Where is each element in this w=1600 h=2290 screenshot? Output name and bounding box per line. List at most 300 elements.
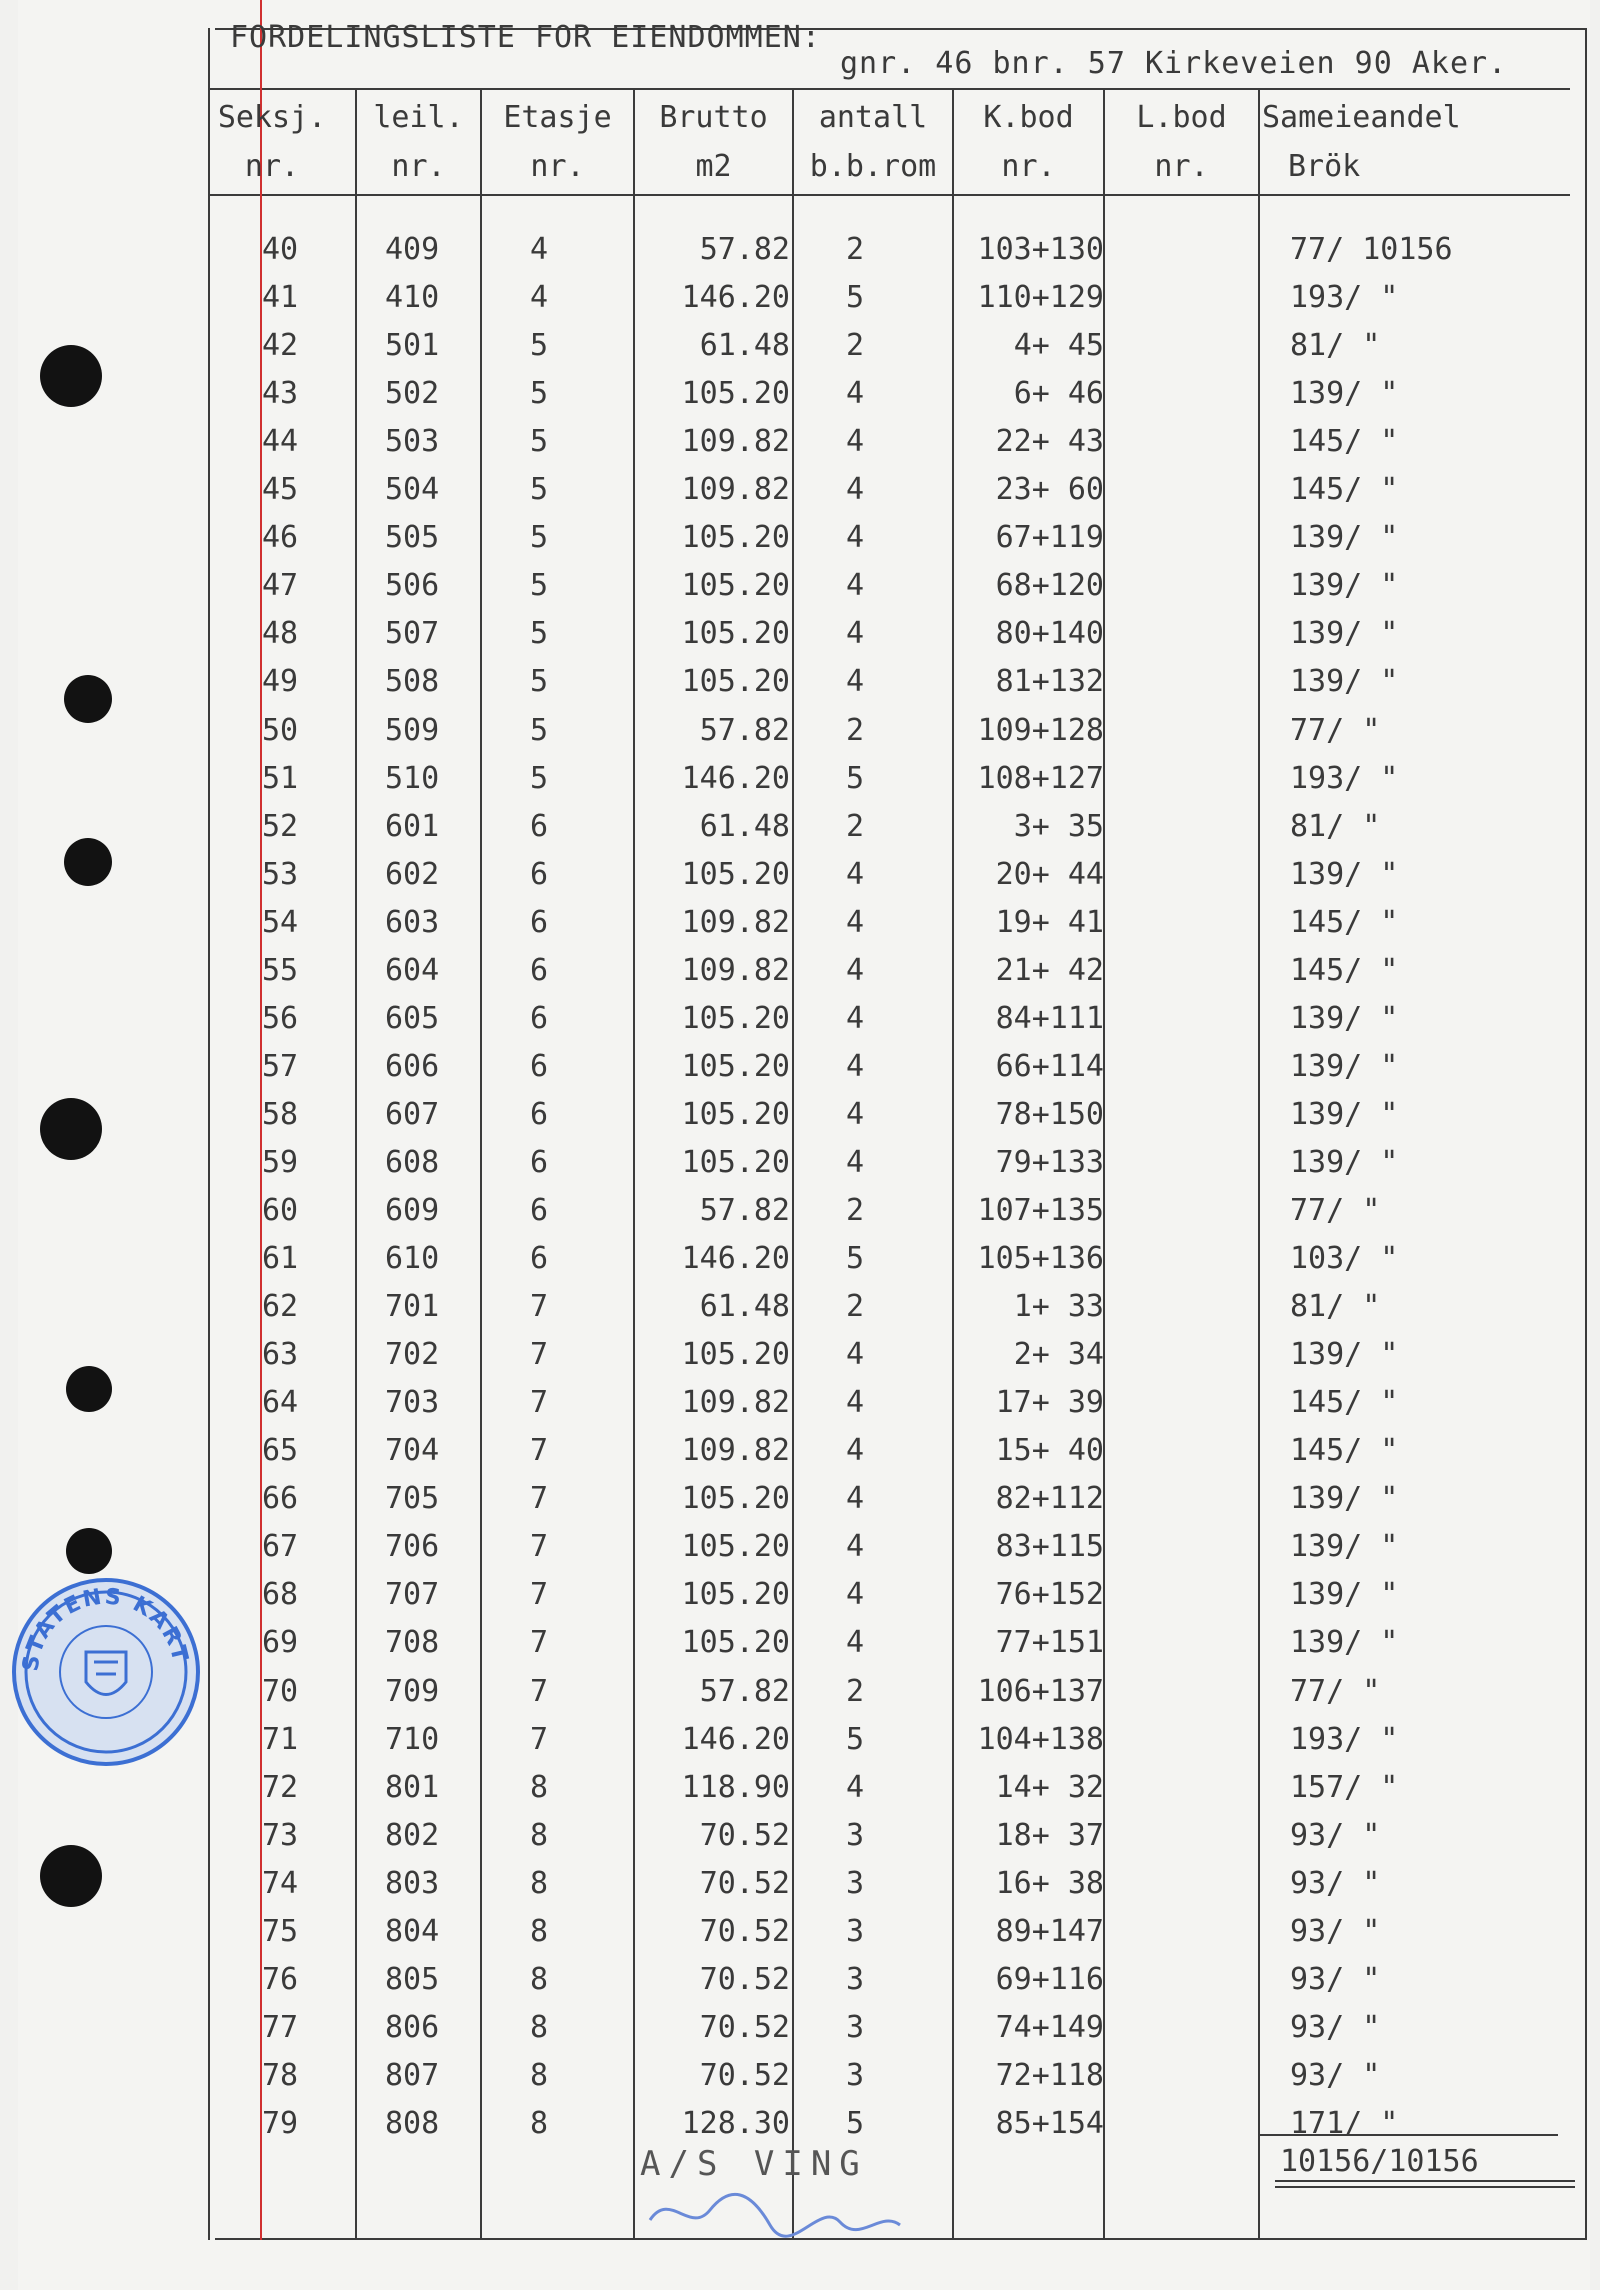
cell-kbod-nr: 74+149 <box>995 2009 1104 2045</box>
cell-brutto-m2: 105.20 <box>681 1481 790 1517</box>
cell-etasje-nr: 8 <box>530 2105 549 2141</box>
table-row <box>0 1427 1600 1475</box>
table-row <box>0 851 1600 899</box>
cell-kbod-nr: 82+112 <box>995 1481 1104 1517</box>
cell-sameieandel: 139/ " <box>1290 376 1399 412</box>
cell-sameieandel: 139/ " <box>1290 1337 1399 1373</box>
cell-etasje-nr: 7 <box>530 1337 549 1373</box>
cell-etasje-nr: 7 <box>530 1433 549 1469</box>
cell-brutto-m2: 61.48 <box>699 328 790 364</box>
cell-antall-rom: 4 <box>846 1481 865 1517</box>
cell-brutto-m2: 57.82 <box>699 1673 790 1709</box>
cell-seksjon-nr: 71 <box>262 1721 299 1757</box>
cell-seksjon-nr: 65 <box>262 1433 299 1469</box>
cell-kbod-nr: 18+ 37 <box>995 1817 1104 1853</box>
cell-leilighet-nr: 804 <box>385 1913 440 1949</box>
cell-leilighet-nr: 505 <box>385 520 440 556</box>
table-row <box>0 1475 1600 1523</box>
cell-kbod-nr: 20+ 44 <box>995 856 1104 892</box>
cell-sameieandel: 93/ " <box>1290 1913 1381 1949</box>
table-row <box>0 1139 1600 1187</box>
cell-sameieandel: 193/ " <box>1290 760 1399 796</box>
cell-seksjon-nr: 69 <box>262 1625 299 1661</box>
cell-brutto-m2: 105.20 <box>681 1577 790 1613</box>
cell-seksjon-nr: 57 <box>262 1048 299 1084</box>
cell-brutto-m2: 105.20 <box>681 856 790 892</box>
cell-seksjon-nr: 64 <box>262 1385 299 1421</box>
cell-antall-rom: 3 <box>846 1865 865 1901</box>
cell-seksjon-nr: 68 <box>262 1577 299 1613</box>
cell-kbod-nr: 84+111 <box>995 1000 1104 1036</box>
cell-seksjon-nr: 40 <box>262 232 299 267</box>
table-row <box>0 514 1600 562</box>
cell-sameieandel: 77/ 10156 <box>1290 232 1453 267</box>
total-double-rule <box>1275 2186 1575 2188</box>
cell-leilighet-nr: 410 <box>385 280 440 316</box>
cell-kbod-nr: 4+ 45 <box>1013 328 1104 364</box>
cell-seksjon-nr: 56 <box>262 1000 299 1036</box>
cell-antall-rom: 5 <box>846 2105 865 2141</box>
cell-etasje-nr: 7 <box>530 1289 549 1325</box>
cell-kbod-nr: 2+ 34 <box>1013 1337 1104 1373</box>
cell-etasje-nr: 8 <box>530 1769 549 1805</box>
cell-seksjon-nr: 62 <box>262 1289 299 1325</box>
cell-seksjon-nr: 42 <box>262 328 299 364</box>
cell-brutto-m2: 70.52 <box>699 1865 790 1901</box>
cell-antall-rom: 5 <box>846 1721 865 1757</box>
cell-seksjon-nr: 48 <box>262 616 299 652</box>
table-row <box>0 1187 1600 1235</box>
cell-seksjon-nr: 41 <box>262 280 299 316</box>
cell-sameieandel: 139/ " <box>1290 1048 1399 1084</box>
property-reference: gnr. 46 bnr. 57 Kirkeveien 90 Aker. <box>840 46 1508 81</box>
cell-antall-rom: 4 <box>846 376 865 412</box>
cell-brutto-m2: 105.20 <box>681 376 790 412</box>
cell-seksjon-nr: 70 <box>262 1673 299 1709</box>
cell-antall-rom: 4 <box>846 1625 865 1661</box>
table-row <box>0 1331 1600 1379</box>
table-row <box>0 562 1600 610</box>
cell-leilighet-nr: 507 <box>385 616 440 652</box>
cell-leilighet-nr: 610 <box>385 1241 440 1277</box>
cell-antall-rom: 4 <box>846 1385 865 1421</box>
cell-seksjon-nr: 72 <box>262 1769 299 1805</box>
cell-seksjon-nr: 75 <box>262 1913 299 1949</box>
cell-etasje-nr: 6 <box>530 856 549 892</box>
cell-leilighet-nr: 703 <box>385 1385 440 1421</box>
cell-kbod-nr: 105+136 <box>977 1241 1104 1277</box>
cell-etasje-nr: 6 <box>530 1048 549 1084</box>
cell-leilighet-nr: 805 <box>385 1961 440 1997</box>
cell-brutto-m2: 57.82 <box>699 232 790 267</box>
cell-brutto-m2: 105.20 <box>681 1096 790 1132</box>
cell-etasje-nr: 7 <box>530 1481 549 1517</box>
cell-etasje-nr: 8 <box>530 1817 549 1853</box>
cell-seksjon-nr: 67 <box>262 1529 299 1565</box>
cell-brutto-m2: 61.48 <box>699 808 790 844</box>
cell-etasje-nr: 8 <box>530 2009 549 2045</box>
statens-kartverk-stamp <box>12 1578 200 1766</box>
cell-seksjon-nr: 55 <box>262 952 299 988</box>
cell-sameieandel: 139/ " <box>1290 1529 1399 1565</box>
cell-leilighet-nr: 808 <box>385 2105 440 2141</box>
table-row <box>0 947 1600 995</box>
document-title: FORDELINGSLISTE FOR EIENDOMMEN: <box>230 20 821 55</box>
cell-sameieandel: 81/ " <box>1290 328 1381 364</box>
cell-etasje-nr: 7 <box>530 1385 549 1421</box>
svg-text:STATENS KARTVERK: STATENS KART <box>18 1584 193 1673</box>
cell-etasje-nr: 6 <box>530 904 549 940</box>
cell-seksjon-nr: 66 <box>262 1481 299 1517</box>
cell-brutto-m2: 118.90 <box>681 1769 790 1805</box>
cell-antall-rom: 4 <box>846 616 865 652</box>
cell-seksjon-nr: 60 <box>262 1193 299 1228</box>
handwritten-signature <box>650 2194 900 2236</box>
cell-kbod-nr: 89+147 <box>995 1913 1104 1949</box>
cell-brutto-m2: 128.30 <box>681 2105 790 2141</box>
cell-leilighet-nr: 708 <box>385 1625 440 1661</box>
cell-kbod-nr: 83+115 <box>995 1529 1104 1565</box>
cell-brutto-m2: 105.20 <box>681 520 790 556</box>
cell-leilighet-nr: 803 <box>385 1865 440 1901</box>
cell-etasje-nr: 5 <box>530 376 549 412</box>
cell-etasje-nr: 5 <box>530 712 549 748</box>
table-row <box>0 899 1600 947</box>
table-row <box>0 610 1600 658</box>
cell-antall-rom: 5 <box>846 1241 865 1277</box>
table-row <box>0 1091 1600 1139</box>
cell-brutto-m2: 105.20 <box>681 616 790 652</box>
cell-sameieandel: 93/ " <box>1290 2057 1381 2093</box>
cell-sameieandel: 157/ " <box>1290 1769 1399 1805</box>
cell-leilighet-nr: 607 <box>385 1096 440 1132</box>
cell-antall-rom: 4 <box>846 904 865 940</box>
cell-sameieandel: 145/ " <box>1290 1385 1399 1421</box>
cell-kbod-nr: 78+150 <box>995 1096 1104 1132</box>
cell-kbod-nr: 66+114 <box>995 1048 1104 1084</box>
cell-seksjon-nr: 50 <box>262 712 299 748</box>
cell-antall-rom: 3 <box>846 2057 865 2093</box>
signature-company-name: A/S VING <box>640 2144 868 2184</box>
total-share: 10156/10156 <box>1280 2144 1479 2179</box>
cell-kbod-nr: 77+151 <box>995 1625 1104 1661</box>
cell-brutto-m2: 146.20 <box>681 1241 790 1277</box>
cell-etasje-nr: 5 <box>530 568 549 604</box>
cell-seksjon-nr: 53 <box>262 856 299 892</box>
cell-kbod-nr: 85+154 <box>995 2105 1104 2141</box>
cell-antall-rom: 2 <box>846 232 865 267</box>
cell-seksjon-nr: 45 <box>262 472 299 508</box>
cell-kbod-nr: 80+140 <box>995 616 1104 652</box>
cell-antall-rom: 4 <box>846 1433 865 1469</box>
cell-etasje-nr: 5 <box>530 472 549 508</box>
cell-sameieandel: 171/ " <box>1290 2105 1399 2141</box>
cell-etasje-nr: 7 <box>530 1625 549 1661</box>
cell-seksjon-nr: 76 <box>262 1961 299 1997</box>
cell-etasje-nr: 8 <box>530 1961 549 1997</box>
col-header-brutto: Brutto m2 <box>659 100 768 184</box>
cell-etasje-nr: 6 <box>530 1193 549 1228</box>
table-row <box>0 2052 1600 2100</box>
cell-seksjon-nr: 54 <box>262 904 299 940</box>
cell-leilighet-nr: 604 <box>385 952 440 988</box>
cell-antall-rom: 4 <box>846 424 865 460</box>
cell-antall-rom: 3 <box>846 2009 865 2045</box>
cell-seksjon-nr: 44 <box>262 424 299 460</box>
cell-leilighet-nr: 705 <box>385 1481 440 1517</box>
cell-leilighet-nr: 409 <box>385 232 440 267</box>
cell-brutto-m2: 70.52 <box>699 2009 790 2045</box>
cell-sameieandel: 139/ " <box>1290 664 1399 700</box>
cell-antall-rom: 4 <box>846 1000 865 1036</box>
table-row <box>0 322 1600 370</box>
cell-leilighet-nr: 510 <box>385 760 440 796</box>
cell-seksjon-nr: 51 <box>262 760 299 796</box>
header-top-rule <box>210 88 1570 90</box>
cell-antall-rom: 2 <box>846 1193 865 1228</box>
cell-sameieandel: 193/ " <box>1290 1721 1399 1757</box>
cell-kbod-nr: 23+ 60 <box>995 472 1104 508</box>
cell-sameieandel: 145/ " <box>1290 472 1399 508</box>
cell-antall-rom: 2 <box>846 808 865 844</box>
cell-sameieandel: 77/ " <box>1290 712 1381 748</box>
cell-seksjon-nr: 59 <box>262 1144 299 1180</box>
cell-kbod-nr: 67+119 <box>995 520 1104 556</box>
stamp-seal-icon <box>16 1582 196 1762</box>
cell-brutto-m2: 70.52 <box>699 2057 790 2093</box>
cell-leilighet-nr: 601 <box>385 808 440 844</box>
cell-kbod-nr: 109+128 <box>977 712 1104 748</box>
cell-seksjon-nr: 46 <box>262 520 299 556</box>
table-row <box>0 1860 1600 1908</box>
cell-etasje-nr: 6 <box>530 808 549 844</box>
table-row <box>0 1764 1600 1812</box>
cell-brutto-m2: 105.20 <box>681 568 790 604</box>
cell-sameieandel: 103/ " <box>1290 1241 1399 1277</box>
table-row <box>0 1379 1600 1427</box>
cell-kbod-nr: 106+137 <box>977 1673 1104 1709</box>
cell-sameieandel: 145/ " <box>1290 424 1399 460</box>
cell-kbod-nr: 79+133 <box>995 1144 1104 1180</box>
cell-kbod-nr: 107+135 <box>977 1193 1104 1228</box>
cell-leilighet-nr: 504 <box>385 472 440 508</box>
cell-etasje-nr: 7 <box>530 1577 549 1613</box>
cell-kbod-nr: 15+ 40 <box>995 1433 1104 1469</box>
cell-brutto-m2: 61.48 <box>699 1289 790 1325</box>
cell-etasje-nr: 4 <box>530 232 549 267</box>
cell-etasje-nr: 5 <box>530 328 549 364</box>
cell-etasje-nr: 6 <box>530 952 549 988</box>
cell-etasje-nr: 7 <box>530 1721 549 1757</box>
cell-seksjon-nr: 61 <box>262 1241 299 1277</box>
cell-leilighet-nr: 701 <box>385 1289 440 1325</box>
table-row <box>0 2004 1600 2052</box>
cell-leilighet-nr: 702 <box>385 1337 440 1373</box>
cell-etasje-nr: 6 <box>530 1241 549 1277</box>
cell-etasje-nr: 7 <box>530 1673 549 1709</box>
col-header-leil: leil. nr. <box>373 100 464 184</box>
table-row <box>0 274 1600 322</box>
cell-etasje-nr: 5 <box>530 520 549 556</box>
cell-brutto-m2: 105.20 <box>681 1048 790 1084</box>
cell-antall-rom: 4 <box>846 1529 865 1565</box>
cell-kbod-nr: 3+ 35 <box>1013 808 1104 844</box>
cell-kbod-nr: 108+127 <box>977 760 1104 796</box>
cell-leilighet-nr: 602 <box>385 856 440 892</box>
cell-seksjon-nr: 52 <box>262 808 299 844</box>
cell-kbod-nr: 6+ 46 <box>1013 376 1104 412</box>
cell-antall-rom: 4 <box>846 568 865 604</box>
cell-etasje-nr: 8 <box>530 1865 549 1901</box>
cell-brutto-m2: 105.20 <box>681 1000 790 1036</box>
cell-brutto-m2: 146.20 <box>681 1721 790 1757</box>
cell-sameieandel: 81/ " <box>1290 1289 1381 1325</box>
col-header-antall: antall b.b.rom <box>809 100 937 184</box>
cell-kbod-nr: 81+132 <box>995 664 1104 700</box>
cell-sameieandel: 93/ " <box>1290 1961 1381 1997</box>
col-header-lbod: L.bod nr. <box>1136 100 1227 184</box>
table-row <box>0 1523 1600 1571</box>
cell-antall-rom: 4 <box>846 1048 865 1084</box>
cell-antall-rom: 2 <box>846 1289 865 1325</box>
cell-leilighet-nr: 608 <box>385 1144 440 1180</box>
cell-leilighet-nr: 801 <box>385 1769 440 1805</box>
cell-sameieandel: 139/ " <box>1290 1625 1399 1661</box>
cell-etasje-nr: 5 <box>530 760 549 796</box>
cell-antall-rom: 3 <box>846 1817 865 1853</box>
cell-brutto-m2: 109.82 <box>681 904 790 940</box>
cell-seksjon-nr: 78 <box>262 2057 299 2093</box>
cell-brutto-m2: 146.20 <box>681 760 790 796</box>
cell-kbod-nr: 68+120 <box>995 568 1104 604</box>
cell-kbod-nr: 17+ 39 <box>995 1385 1104 1421</box>
table-row <box>0 226 1600 274</box>
company-signature <box>630 2130 910 2240</box>
cell-seksjon-nr: 77 <box>262 2009 299 2045</box>
cell-etasje-nr: 6 <box>530 1096 549 1132</box>
cell-sameieandel: 193/ " <box>1290 280 1399 316</box>
table-row <box>0 370 1600 418</box>
cell-etasje-nr: 4 <box>530 280 549 316</box>
cell-antall-rom: 4 <box>846 664 865 700</box>
cell-seksjon-nr: 63 <box>262 1337 299 1373</box>
cell-antall-rom: 4 <box>846 1769 865 1805</box>
table-row <box>0 658 1600 706</box>
cell-antall-rom: 2 <box>846 1673 865 1709</box>
cell-sameieandel: 139/ " <box>1290 616 1399 652</box>
cell-sameieandel: 93/ " <box>1290 2009 1381 2045</box>
cell-seksjon-nr: 73 <box>262 1817 299 1853</box>
cell-leilighet-nr: 710 <box>385 1721 440 1757</box>
cell-leilighet-nr: 807 <box>385 2057 440 2093</box>
cell-sameieandel: 145/ " <box>1290 952 1399 988</box>
cell-etasje-nr: 5 <box>530 664 549 700</box>
cell-antall-rom: 3 <box>846 1913 865 1949</box>
cell-brutto-m2: 109.82 <box>681 424 790 460</box>
cell-antall-rom: 4 <box>846 856 865 892</box>
cell-sameieandel: 139/ " <box>1290 568 1399 604</box>
cell-etasje-nr: 7 <box>530 1529 549 1565</box>
cell-etasje-nr: 6 <box>530 1144 549 1180</box>
table-row <box>0 1716 1600 1764</box>
cell-brutto-m2: 70.52 <box>699 1817 790 1853</box>
header-bottom-rule <box>210 194 1570 196</box>
cell-antall-rom: 2 <box>846 328 865 364</box>
cell-leilighet-nr: 606 <box>385 1048 440 1084</box>
cell-kbod-nr: 21+ 42 <box>995 952 1104 988</box>
cell-sameieandel: 139/ " <box>1290 520 1399 556</box>
cell-brutto-m2: 105.20 <box>681 1529 790 1565</box>
cell-brutto-m2: 109.82 <box>681 1385 790 1421</box>
cell-brutto-m2: 146.20 <box>681 280 790 316</box>
cell-antall-rom: 3 <box>846 1961 865 1997</box>
cell-antall-rom: 4 <box>846 1577 865 1613</box>
table-row <box>0 1043 1600 1091</box>
table-row <box>0 1235 1600 1283</box>
table-row <box>0 1283 1600 1331</box>
cell-kbod-nr: 76+152 <box>995 1577 1104 1613</box>
cell-brutto-m2: 70.52 <box>699 1913 790 1949</box>
col-header-kbod: K.bod nr. <box>983 100 1074 184</box>
cell-brutto-m2: 109.82 <box>681 472 790 508</box>
cell-sameieandel: 93/ " <box>1290 1817 1381 1853</box>
cell-sameieandel: 139/ " <box>1290 1096 1399 1132</box>
cell-brutto-m2: 109.82 <box>681 952 790 988</box>
cell-antall-rom: 5 <box>846 760 865 796</box>
cell-seksjon-nr: 49 <box>262 664 299 700</box>
table-row <box>0 1908 1600 1956</box>
cell-leilighet-nr: 707 <box>385 1577 440 1613</box>
cell-etasje-nr: 5 <box>530 424 549 460</box>
table-row <box>0 995 1600 1043</box>
cell-brutto-m2: 105.20 <box>681 1144 790 1180</box>
cell-sameieandel: 77/ " <box>1290 1193 1381 1228</box>
table-row <box>0 1571 1600 1619</box>
cell-sameieandel: 145/ " <box>1290 1433 1399 1469</box>
table-row <box>0 1956 1600 2004</box>
cell-kbod-nr: 110+129 <box>977 280 1104 316</box>
cell-leilighet-nr: 802 <box>385 1817 440 1853</box>
cell-seksjon-nr: 74 <box>262 1865 299 1901</box>
cell-brutto-m2: 57.82 <box>699 712 790 748</box>
cell-sameieandel: 139/ " <box>1290 856 1399 892</box>
cell-leilighet-nr: 506 <box>385 568 440 604</box>
cell-antall-rom: 4 <box>846 1337 865 1373</box>
table-row <box>0 1668 1600 1716</box>
cell-kbod-nr: 14+ 32 <box>995 1769 1104 1805</box>
cell-antall-rom: 4 <box>846 952 865 988</box>
cell-antall-rom: 4 <box>846 1144 865 1180</box>
cell-antall-rom: 5 <box>846 280 865 316</box>
cell-leilighet-nr: 603 <box>385 904 440 940</box>
col-header-seksj: Seksj. nr. <box>217 100 327 184</box>
cell-brutto-m2: 109.82 <box>681 1433 790 1469</box>
cell-kbod-nr: 22+ 43 <box>995 424 1104 460</box>
cell-seksjon-nr: 43 <box>262 376 299 412</box>
cell-sameieandel: 139/ " <box>1290 1000 1399 1036</box>
cell-leilighet-nr: 706 <box>385 1529 440 1565</box>
cell-sameieandel: 139/ " <box>1290 1144 1399 1180</box>
cell-kbod-nr: 104+138 <box>977 1721 1104 1757</box>
total-double-rule <box>1275 2180 1575 2182</box>
cell-kbod-nr: 1+ 33 <box>1013 1289 1104 1325</box>
cell-antall-rom: 4 <box>846 520 865 556</box>
cell-leilighet-nr: 609 <box>385 1193 440 1228</box>
cell-etasje-nr: 8 <box>530 2057 549 2093</box>
cell-antall-rom: 4 <box>846 1096 865 1132</box>
cell-seksjon-nr: 79 <box>262 2105 299 2141</box>
cell-leilighet-nr: 501 <box>385 328 440 364</box>
